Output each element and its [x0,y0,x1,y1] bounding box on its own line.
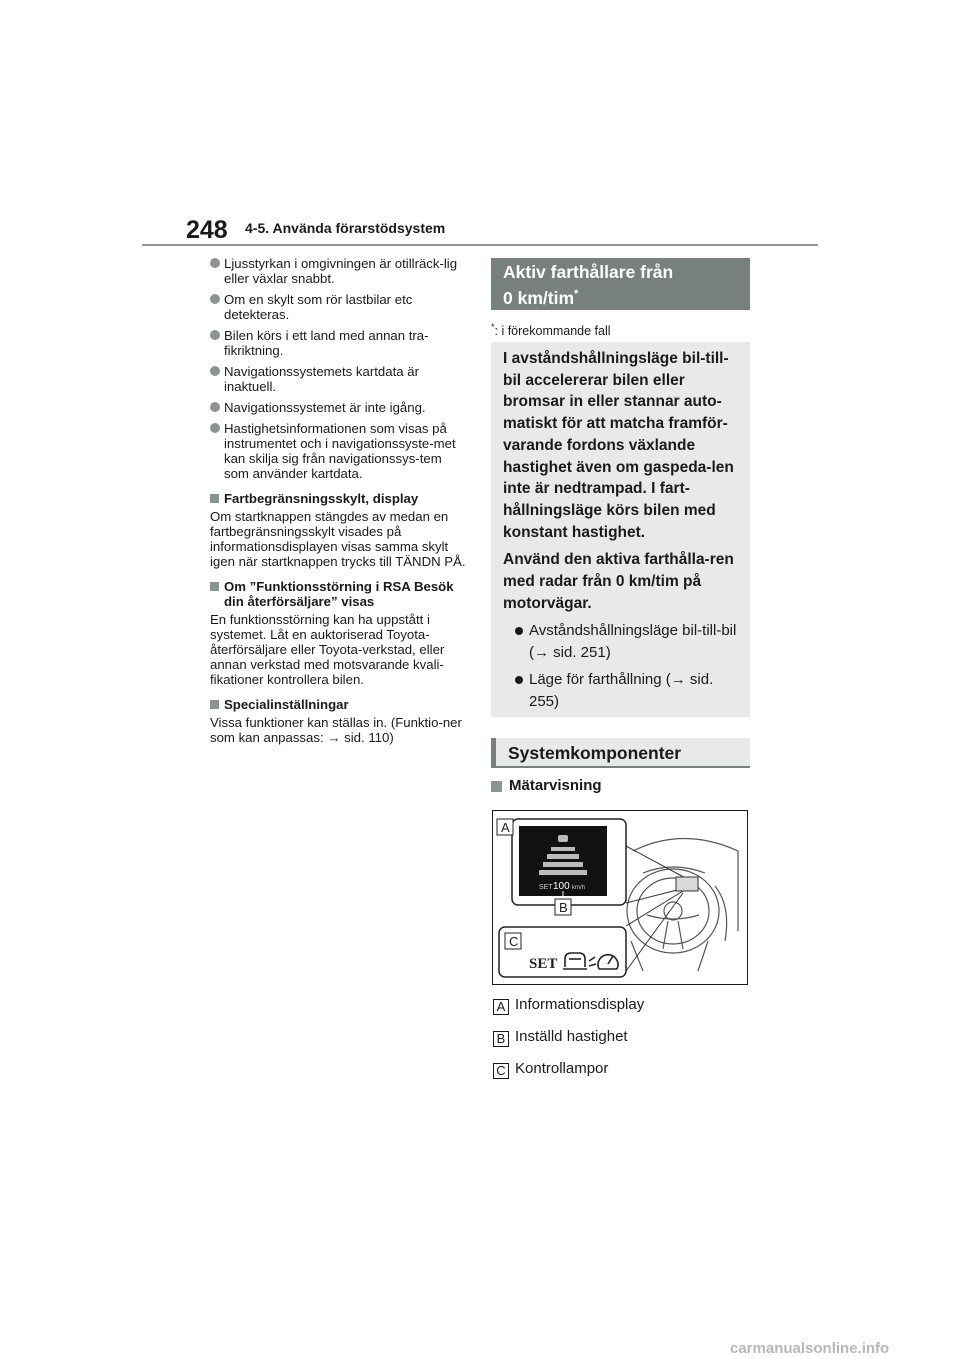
chapter-title-band [491,258,750,310]
list-item: Ljusstyrkan i omgivningen är otillräck-lig eller växlar snabbt. [210,256,468,286]
summary-intro: I avståndshållningsläge bil-till-bil accelererar bilen eller bromsar in eller stannar auto-matiskt för att matcha framför-varande fordons växlande hastighet även om gaspeda-len inte är nedtrampad. I fart-hållningsläge körs bilen med konstant hastighet. [503,350,734,541]
display-set-label: SET [539,884,553,891]
tag-a-label: A [501,820,510,835]
subsection-body: Om startknappen stängdes av medan en fartbegränsningsskylt visades på informationsdisplayen visas samma skylt igen när startknappen trycks till TÄNDN PÅ. [210,509,466,569]
subsection-malfunction [210,579,468,687]
subsection-title: Specialinställningar [210,697,468,712]
watermark: carmanualsonline.info [730,1340,890,1357]
components-heading: Systemkomponenter [491,738,750,768]
bullet-icon [210,294,220,304]
subsection-speed-sign [210,491,468,569]
bullet-icon [210,366,220,376]
square-bullet-icon [210,582,219,591]
bullet-icon [515,627,523,635]
meter-illustration [492,810,748,985]
subsection-body: Vissa funktioner kan ställas in. (Funktio-ner som kan anpassas: → sid. 110) [210,715,462,745]
tag-c-label: C [509,934,519,949]
header-divider [142,244,818,246]
subsection-title: Om ”Funktionsstörning i RSA Besök din återförsäljare” visas [210,579,468,609]
legend-item-c: C Kontrollampor [493,1060,608,1079]
subsection-special-settings [210,697,468,745]
list-item: Bilen körs i ett land med annan tra-fikriktning. [210,328,468,358]
distance-bar [543,862,583,867]
legend-tag: B [493,1031,509,1047]
bullet-icon [210,423,220,433]
page-number: 248 [186,216,228,244]
bullet-icon [515,676,523,684]
list-item: Läge för farthållning (→ sid. 255) [503,669,740,712]
bullet-icon [210,402,220,412]
legend-tag: C [493,1063,509,1079]
display-speed-unit: km/h [572,885,586,891]
distance-bar [547,854,579,859]
distance-bar [551,847,575,851]
chapter-title-line2: 0 km/tim* [503,287,579,308]
list-item: Avståndshållningsläge bil-till-bil (→ sid. 251) [503,620,740,663]
bullet-icon [210,258,220,268]
square-bullet-icon [491,781,502,792]
subsection-title: Fartbegränsningsskylt, display [210,491,468,506]
section-title: 4-5. Använda förarstödsystem [245,220,446,236]
summary-box [491,342,750,717]
distance-bar [539,870,587,875]
gauge-cluster [676,877,698,891]
tag-b-label: B [559,900,568,915]
lead-vehicle-icon [558,835,568,842]
display-speed-value: 100 [553,881,570,892]
dashboard-diagram [493,811,747,984]
chapter-title-line1: Aktiv farthållare från [503,262,674,282]
bullet-icon [210,330,220,340]
square-bullet-icon [210,494,219,503]
list-item: Hastighetsinformationen som visas på instrumentet och i navigationssyste-met kan skilja sig från navigationssys-tem som använder kartdata. [210,421,468,481]
legend-item-b: B Inställd hastighet [493,1028,628,1047]
list-item: Om en skylt som rör lastbilar etc detekteras. [210,292,468,322]
steering-wheel-drawing [627,839,738,972]
left-column [210,256,468,745]
list-item: Navigationssystemet är inte igång. [210,400,468,415]
meter-heading: Mätarvisning [491,777,602,794]
square-bullet-icon [210,700,219,709]
set-indicator-text: SET [529,956,558,972]
legend-item-a: A Informationsdisplay [493,996,644,1015]
legend-tag: A [493,999,509,1015]
list-item: Navigationssystemets kartdata är inaktuell. [210,364,468,394]
footnote: *: i förekommande fall [491,322,611,339]
summary-usage: Använd den aktiva farthålla-ren med radar från 0 km/tim på motorvägar. [503,551,734,612]
subsection-body: En funktionsstörning kan ha uppstått i systemet. Låt en auktoriserad Toyota-återförsäljare eller Toyota-verkstad, eller annan verkstad med motsvarande kvali-fikationer kontrollera bilen. [210,612,445,687]
